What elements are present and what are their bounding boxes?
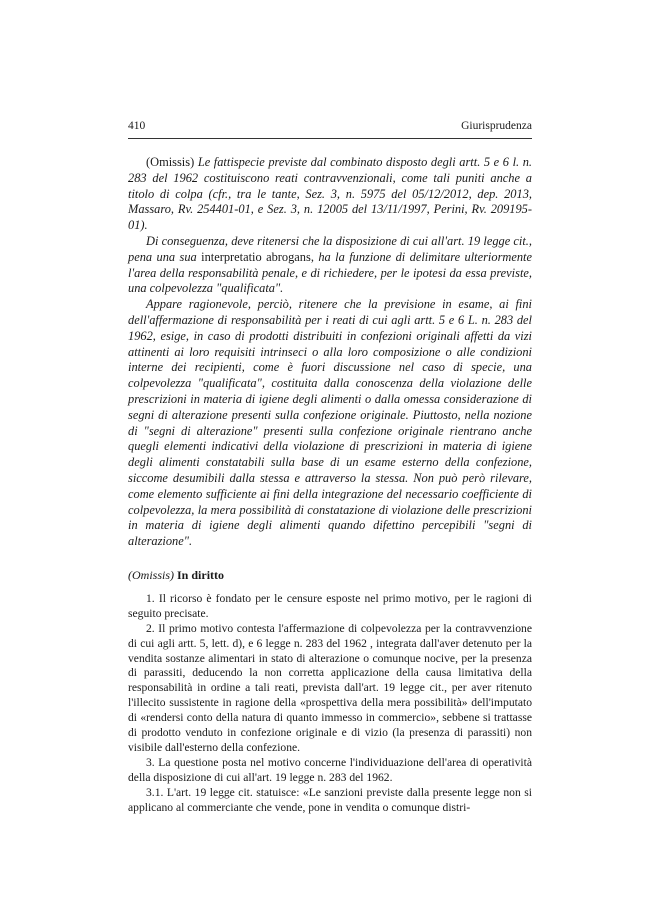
section-omissis: (Omissis) (128, 567, 175, 582)
body-paragraph-3: 3. La questione posta nel motivo concerne l'individuazione dell'area di operatività della disposizione di cui all'art. 19 legge n. 283 del 1962. (128, 755, 532, 784)
maxim-paragraph-2-part-c: ha la funzione di delimitare ulteriormente l'area della responsabilità penale, e di richiedere, per le ipotesi da essa previste, una colpevolezza "qualificata". (128, 249, 532, 296)
body-paragraph-1: 1. Il ricorso è fondato per le censure esposte nel primo motivo, per le ragioni di seguito precisate. (128, 591, 532, 620)
body-paragraph-4: 3.1. L'art. 19 legge cit. statuisce: «Le sanzioni previste dalla presente legge non si applicano al commerciante che vende, pone in vendita o comunque distri- (128, 785, 532, 814)
body-text (128, 592, 532, 816)
running-head: Giurisprudenza (461, 120, 532, 132)
page-number: 410 (128, 120, 146, 132)
maxim-paragraph-1 (128, 155, 532, 234)
page-header (128, 120, 532, 136)
maxim-block (128, 155, 532, 550)
maxim-paragraph-2-part-a: Di conseguenza, deve ritenersi che la disposizione di cui all'art. 19 legge cit., pena una sua (128, 233, 532, 264)
maxim-paragraph-3: Appare ragionevole, perciò, ritenere che la previsione in esame, ai fini dell'affermazione di responsabilità per i reati di cui agli artt. 5 e 6 L. n. 283 del 1962, esige, in caso di prodotti distribuiti in confezioni originali affetti da vizi attinenti ai loro requisiti intrinseci o alla loro composizione o alle condizioni interne dei recipienti, come è fuori discussione nel caso di specie, una colpevolezza "qualificata", costituita dalla conoscenza della violazione delle prescrizioni in materia di igiene degli alimenti o dalla omessa considerazione di segni di alterazione presenti sulla confezione originale. Piuttosto, nella nozione di "segni di alterazione" presenti sulla confezione originale rientrano anche quegli elementi indicativi della violazione di prescrizioni in materia di igiene degli alimenti constatabili sulla base di un esame esterno della confezione, siccome desumibili dalla stessa e attraverso la stessa. Non può però rilevare, come elemento sufficiente ai fini della integrazione del necessario coefficiente di colpevolezza, la mera possibilità di constatazione di violazione delle prescrizioni in materia di igiene degli alimenti quando difettino percepibili "segni di alterazione". (128, 297, 532, 549)
header-rule (128, 138, 532, 139)
page-content (128, 155, 532, 816)
maxim-paragraph-1-text: Le fattispecie previste dal combinato disposto degli artt. 5 e 6 l. n. 283 del 1962 costituiscono reati contravvenzionali, come tali puniti anche a titolo di colpa (cfr., tra le tante, Sez. 3, n. 5975 del 05/12/2012, dep. 2013, Massaro, Rv. 254401-01, e Sez. 3, n. 12005 del 13/11/1997, Perini, Rv. 209195-01). (128, 155, 532, 233)
section-title: In diritto (177, 567, 225, 582)
omissis-lead: (Omissis) (146, 155, 195, 169)
section-heading (128, 568, 532, 583)
latin-phrase: interpretatio abrogans, (196, 249, 314, 264)
body-paragraph-2: 2. Il primo motivo contesta l'affermazione di colpevolezza per la contravvenzione di cui agli artt. 5, lett. d), e 6 legge n. 283 del 1962 , integrata dall'aver detenuto per la vendita sostanze alimentari in stato di alterazione o comunque nocive, per la presenza di parassiti, deducendo la non corretta applicazione della causa limitativa della responsabilità in ordine a tali reati, prevista dall'art. 19 legge cit., per aver ritenuto l'illecito sussistente in ragione della «prospettiva della mera possibilità» dell'imputato di «rendersi conto della natura di quanto immesso in commercio», sebbene si trattasse di prodotto venduto in confezione originale e di vizio (la presenza di parassiti) non visibile dall'esterno della confezione. (128, 621, 532, 754)
maxim-paragraph-2 (128, 234, 532, 297)
